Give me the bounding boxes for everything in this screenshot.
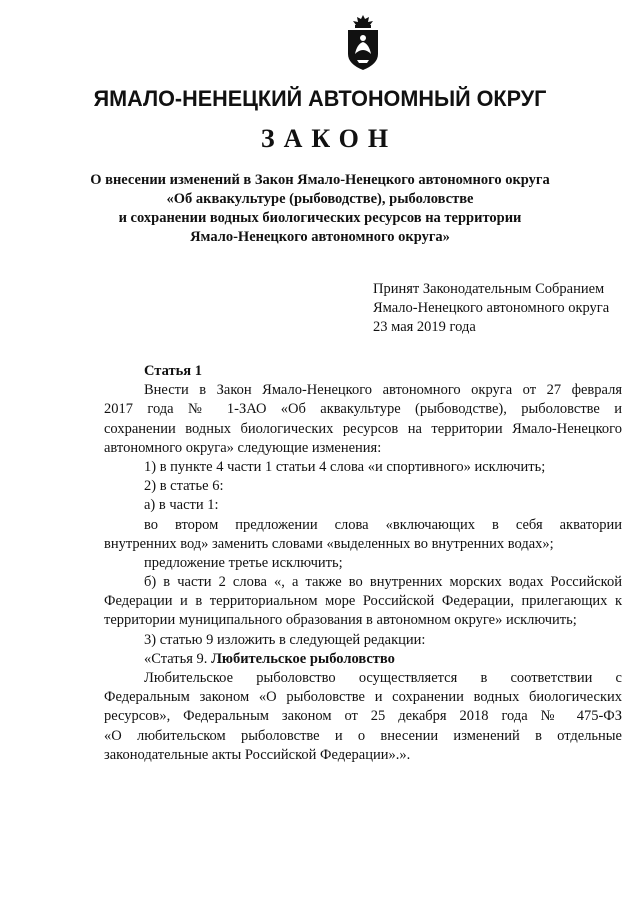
new-article-line: ресурсов», Федеральным законом от 25 декабря 2018 года № 475-ФЗ bbox=[104, 708, 622, 725]
law-title-line: и сохранении водных биологических ресурсов на территории bbox=[118, 210, 522, 226]
new-article-line: Федеральным законом «О рыболовстве и сохранении водных биологических bbox=[104, 689, 622, 706]
adoption-line: Ямало-Ненецкого автономного округа bbox=[373, 300, 610, 316]
article-line: 1) в пункте 4 части 1 статьи 4 слова «и спортивного» исключить; bbox=[144, 458, 546, 475]
new-article-prefix: «Статья 9. bbox=[144, 650, 208, 667]
article-line: Внести в Закон Ямало-Ненецкого автономного округа от 27 февраля bbox=[144, 382, 622, 399]
article-line: сохранении водных биологических ресурсов на территории Ямало-Ненецкого bbox=[104, 420, 622, 437]
new-article-line: Любительское рыболовство осуществляется в соответствии с bbox=[144, 670, 622, 686]
new-article-title: Любительское рыболовство bbox=[211, 650, 395, 667]
law-title-line: «Об аквакультуре (рыбоводстве), рыболовстве bbox=[166, 191, 474, 207]
document-type: ЗАКОН bbox=[260, 124, 398, 153]
article-heading: Статья 1 bbox=[144, 363, 202, 379]
coat-of-arms-icon bbox=[345, 14, 381, 72]
article-line: 3) статью 9 изложить в следующей редакции: bbox=[144, 631, 426, 648]
article-line: автономного округа» следующие изменения: bbox=[104, 439, 382, 456]
article-line: территории муниципального образования в автономном округе» исключить; bbox=[104, 612, 577, 629]
article-line: 2017 года № 1-ЗАО «Об аквакультуре (рыбоводстве), рыболовстве и bbox=[104, 401, 622, 418]
article-line: предложение третье исключить; bbox=[144, 554, 343, 571]
article-body bbox=[104, 362, 622, 765]
article-line: Федерации и в территориальном море Российской Федерации, прилегающих к bbox=[104, 593, 622, 610]
law-title bbox=[0, 171, 640, 247]
article-line: 2) в статье 6: bbox=[144, 478, 224, 495]
adoption-note bbox=[373, 280, 609, 337]
region-name: ЯМАЛО-НЕНЕЦКИЙ АВТОНОМНЫЙ ОКРУГ bbox=[93, 86, 547, 111]
new-article-line: «О любительском рыболовстве и о внесении изменений в отдельные bbox=[104, 727, 622, 744]
article-line: во втором предложении слова «включающих в себя акватории bbox=[144, 516, 622, 533]
article-line: внутренних вод» заменить словами «выделенных во внутренних водах»; bbox=[104, 535, 554, 552]
law-title-line: Ямало-Ненецкого автономного округа» bbox=[190, 229, 450, 245]
adoption-line: 23 мая 2019 года bbox=[373, 319, 476, 335]
article-line: б) в части 2 слова «, а также во внутренних морских водах Российской bbox=[144, 574, 622, 591]
new-article-heading bbox=[104, 650, 622, 669]
adoption-line: Принят Законодательным Собранием bbox=[373, 281, 605, 297]
law-title-line: О внесении изменений в Закон Ямало-Ненецкого автономного округа bbox=[90, 172, 550, 188]
new-article-line: законодательные акты Российской Федерации».». bbox=[104, 746, 411, 763]
article-line: а) в части 1: bbox=[144, 497, 219, 514]
